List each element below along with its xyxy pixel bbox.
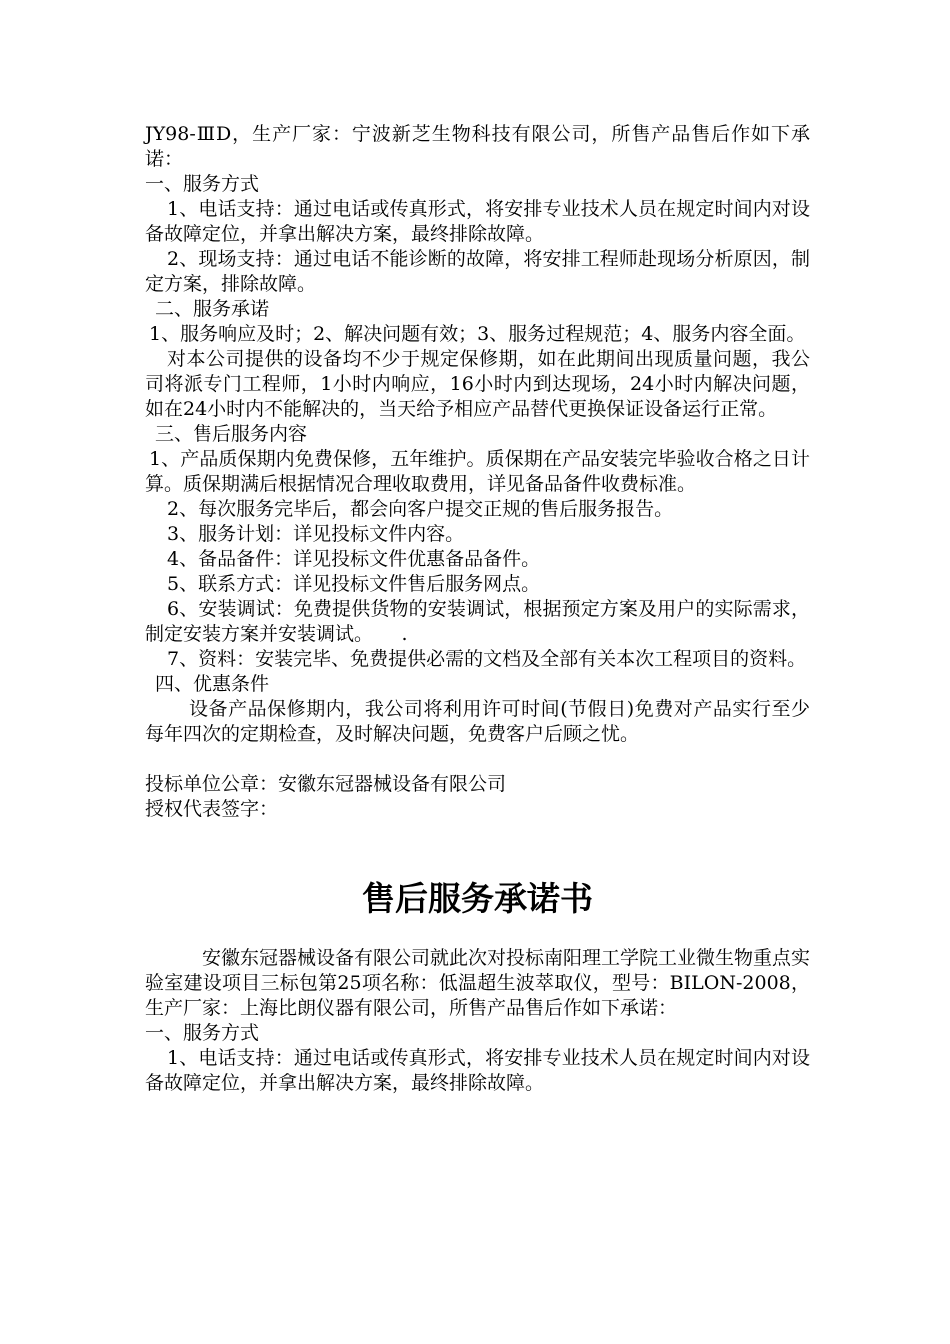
onsite-support-paragraph: 2、现场支持：通过电话不能诊断的故障，将安排工程师赴现场分析原因，制定方案，排除故障。 xyxy=(145,248,810,295)
heading-after-sales-content: 三、售后服务内容 xyxy=(155,423,308,445)
warranty-period-paragraph: 1、产品质保期内免费保修，五年维护。质保期在产品安装完毕验收合格之日计算。质保期满后根据情况合理收取费用，详见备品备件收费标准。 xyxy=(145,448,810,495)
spacer xyxy=(145,924,810,946)
heading-service-mode: 一、服务方式 xyxy=(145,173,260,195)
spacer xyxy=(145,747,810,772)
document-title: 售后服务承诺书 xyxy=(362,879,593,918)
documentation-paragraph: 7、资料：安装完毕、免费提供必需的文档及全部有关本次工程项目的资料。 xyxy=(167,648,807,670)
spacer xyxy=(145,822,810,874)
discount-paragraph: 设备产品保修期内，我公司将利用许可时间(节假日)免费对产品实行至少每年四次的定期检查，及时解决问题，免费客户后顾之忧。 xyxy=(145,698,810,745)
service-plan-paragraph: 3、服务计划：详见投标文件内容。 xyxy=(167,523,465,545)
spare-parts-paragraph: 4、备品备件：详见投标文件优惠备品备件。 xyxy=(167,548,541,570)
heading-service-commitment: 二、服务承诺 xyxy=(155,298,270,320)
intro-paragraph-2: 安徽东冠器械设备有限公司就此次对投标南阳理工学院工业微生物重点实验室建设项目三标包第25项名称：低温超生波萃取仪，型号：BILON-2008，生产厂家：上海比朗仪器有限公司，所售产品售后作如下承诺： xyxy=(145,947,811,1019)
installation-paragraph: 6、安装调试：免费提供货物的安装调试，根据预定方案及用户的实际需求，制定安装方案并安装调试。 . xyxy=(145,598,810,645)
document-page xyxy=(145,122,810,1096)
commitment-list-paragraph: 1、服务响应及时；2、解决问题有效；3、服务过程规范；4、服务内容全面。 xyxy=(149,323,806,345)
signature-line: 授权代表签字： xyxy=(145,798,279,820)
phone-support-paragraph-2: 1、电话支持：通过电话或传真形式，将安排专业技术人员在规定时间内对设备故障定位，并拿出解决方案，最终排除故障。 xyxy=(145,1047,810,1094)
company-stamp-line: 投标单位公章：安徽东冠器械设备有限公司 xyxy=(145,773,507,795)
service-report-paragraph: 2、每次服务完毕后，都会向客户提交正规的售后服务报告。 xyxy=(167,498,674,520)
heading-service-mode-2: 一、服务方式 xyxy=(145,1022,260,1044)
phone-support-paragraph: 1、电话支持：通过电话或传真形式，将安排专业技术人员在规定时间内对设备故障定位，并拿出解决方案，最终排除故障。 xyxy=(145,198,810,245)
contact-paragraph: 5、联系方式：详见投标文件售后服务网点。 xyxy=(167,573,541,595)
warranty-paragraph: 对本公司提供的设备均不少于规定保修期，如在此期间出现质量问题，我公司将派专门工程师，1小时内响应，16小时内到达现场，24小时内解决问题，如在24小时内不能解决的，当天给予相应产品替代更换保证设备运行正常。 xyxy=(145,348,810,420)
heading-discount-terms: 四、优惠条件 xyxy=(155,673,270,695)
intro-paragraph: JY98-ⅢD，生产厂家：宁波新芝生物科技有限公司，所售产品售后作如下承诺： xyxy=(145,123,810,170)
